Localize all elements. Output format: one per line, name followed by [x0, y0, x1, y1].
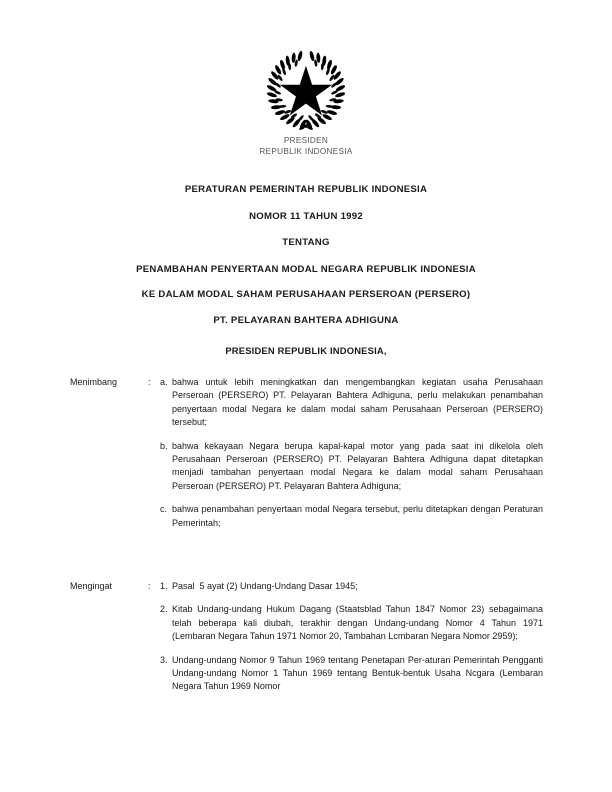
item-text: bahwa penambahan penyertaan modal Negara tersebut, perlu ditetapkan dengan Peraturan Pemerintah; — [172, 504, 546, 528]
title-regulation-type: PERATURAN PEMERINTAH REPUBLIK INDONESIA — [184, 184, 428, 195]
menimbang-label: Menimbang — [70, 377, 118, 387]
menimbang-section — [0, 376, 612, 530]
item-spacer — [160, 644, 543, 654]
title-subject-line-1: PENAMBAHAN PENYERTAAN MODAL NEGARA REPUBLIK INDONESIA — [136, 264, 476, 275]
title-subject-line-2: KE DALAM MODAL SAHAM PERUSAHAAN PERSEROAN (PERSERO) — [141, 289, 471, 300]
item-marker: b. — [160, 440, 168, 451]
item-text: bahwa untuk lebih meningkatkan dan mengembangkan kegiatan usaha Perusahaan Perseroan (PERSERO) PT. Pelayaran Bahtera Adhiguna, perlu melakukan penambahan penyertaan modal Negara ke dalam modal saham Perusahaan Perseroan (PERSERO) tersebut; — [172, 377, 546, 428]
presidential-emblem-block — [0, 48, 612, 157]
menimbang-items — [160, 376, 612, 530]
item-spacer — [160, 593, 543, 603]
emblem-caption-line-1: PRESIDEN — [283, 136, 329, 145]
list-item — [160, 603, 546, 643]
list-item — [160, 440, 546, 494]
item-marker: 3. — [160, 654, 168, 665]
title-about-label: TENTANG — [282, 237, 330, 248]
item-spacer — [160, 493, 543, 503]
item-marker: a. — [160, 377, 168, 387]
list-item — [160, 580, 543, 593]
mengingat-row — [0, 580, 612, 694]
item-text: Pasal 5 ayat (2) Undang-Undang Dasar 1945; — [172, 581, 358, 591]
item-marker: 2. — [160, 604, 168, 615]
list-item — [160, 503, 546, 530]
item-text: bahwa kekayaan Negara berupa kapal-kapal motor yang pada saat ini dikelola oleh Perusahaan Perseroan (PERSERO) PT. Pelayaran Bahtera Adhiguna dapat ditetapkan menjadi tambahan penyertaan modal Negara ke dalam modal saham Perusahaan Perseroan (PERSERO) PT. Pelayaran Bahtera Adhiguna; — [172, 440, 546, 491]
opening-statement: PRESIDEN REPUBLIK INDONESIA, — [225, 345, 387, 356]
item-text: Kitab Undang-undang Hukum Dagang (Staatsblad Tahun 1847 Nomor 23) sebagaimana telah beberapa kali diubah, terakhir dengan Undang-undang Nomor 4 Tahun 1971 (Lembaran Negara Tahun 1971 Nomor 20, Tambahan Lcmbaran Negara Nomor 2959); — [172, 604, 546, 642]
menimbang-colon: : — [148, 377, 151, 387]
list-item — [160, 654, 546, 694]
title-subject-line-3: PT. PELAYARAN BAHTERA ADHIGUNA — [213, 315, 399, 326]
menimbang-row — [0, 376, 612, 530]
item-marker: 1. — [160, 581, 168, 591]
title-number: NOMOR 11 TAHUN 1992 — [249, 211, 363, 222]
indonesian-presidential-star-wreath-emblem — [264, 48, 348, 132]
emblem-caption-line-2: REPUBLIK INDONESIA — [259, 146, 353, 156]
mengingat-items — [160, 580, 612, 694]
mengingat-colon: : — [148, 581, 151, 591]
item-marker: c. — [160, 504, 168, 515]
mengingat-section — [0, 580, 612, 694]
list-item — [160, 376, 546, 430]
mengingat-label: Mengingat — [70, 581, 113, 591]
document-title-block — [56, 183, 556, 327]
item-text: Undang-undang Nomor 9 Tahun 1969 tentang Penetapan Per-aturan Pemerintah Pengganti Undang-undang Nomor 1 Tahun 1969 tentang Bentuk-bentuk Usaha Ncgara (Lembaran Negara Tahun 1969 Nomor — [172, 654, 546, 692]
star-icon — [280, 66, 332, 116]
item-spacer — [160, 430, 543, 440]
emblem-caption — [0, 136, 612, 157]
